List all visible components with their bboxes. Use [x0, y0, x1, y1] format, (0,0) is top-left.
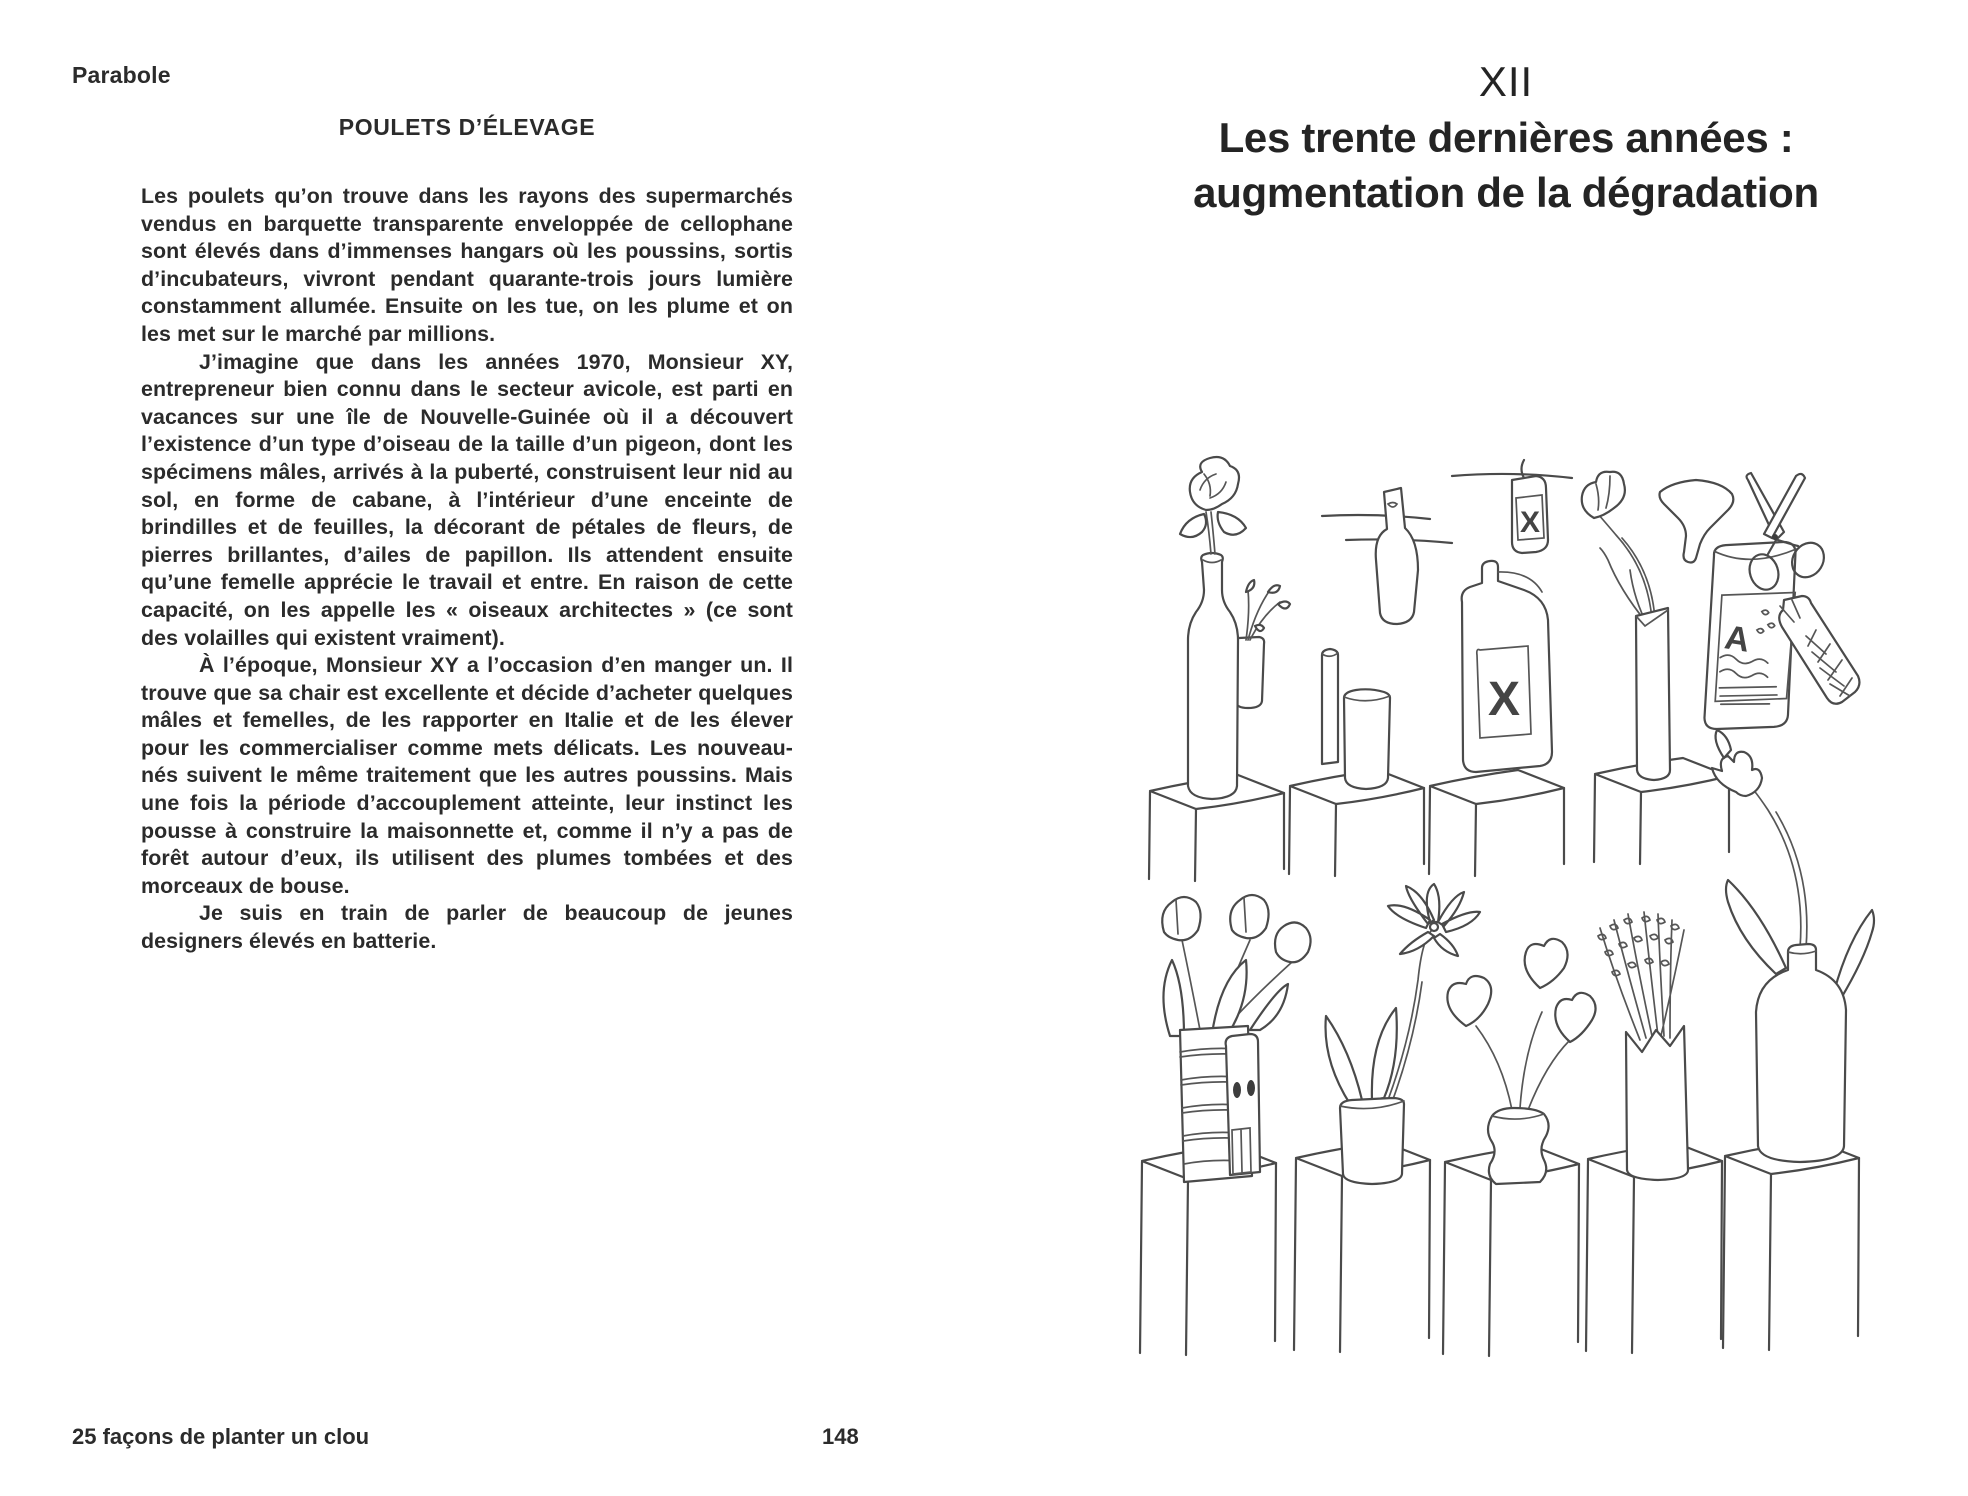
running-header: Parabole — [72, 62, 171, 88]
jug-x-label: X — [1487, 673, 1521, 726]
hanging-bottle-vase-drawing — [1322, 488, 1452, 789]
chapter-heading — [1044, 58, 1968, 220]
arc-flower-bottle-drawing — [1712, 730, 1874, 1162]
canister-a-label: A — [1722, 618, 1753, 660]
jug-x-drawing — [1452, 460, 1572, 772]
rose-bottle-drawing — [1180, 457, 1290, 799]
tag-x-label: X — [1519, 506, 1541, 539]
chapter-title-line2: augmentation de la dégradation — [1193, 169, 1819, 216]
paragraph: Je suis en train de parler de beaucoup de jeunes designers élevés en batterie. — [141, 901, 793, 954]
vases-illustration-svg — [1100, 440, 1960, 1380]
chapter-title — [1044, 110, 1968, 220]
footer-book-title: 25 façons de planter un clou — [72, 1424, 370, 1449]
paragraph: Les poulets qu’on trouve dans les rayons des supermarchés vendus en barquette transparente enveloppée de cellophane sont élevés dans d’immenses hangars où les poussins, sortis d’incubateurs, vivront pendant quarante-trois jours lumière constamment allumée. Ensuite on les tue, on les plume et on les met sur le marché par millions. — [141, 184, 793, 346]
vases-illustration — [1100, 440, 1960, 1380]
chapter-title-line1: Les trente dernières années : — [1218, 114, 1794, 161]
body-text-column — [141, 183, 793, 956]
page-number: 148 — [822, 1424, 859, 1449]
paragraph: J’imagine que dans les années 1970, Monsieur XY, entrepreneur bien connu dans le secteur avicole, est parti en vacances sur une île de Nouvelle-Guinée où il a découvert l’existence d’un type d’oiseau de la taille d’un pigeon, dont les spécimens mâles, arrivés à la puberté, construisent leur nid au sol, en forme de cabane, à l’intérieur d’une enceinte de brindilles et de feuilles, la décorant de pétales de fleurs, de pierres brillantes, d’ailes de papillon. Ils attendent ensuite qu’une femelle apprécie le travail et entre. En raison de cette capacité, on les appelle les « oiseaux architectes » (ce sont des volailles qui existent vraiment). — [141, 349, 793, 650]
paragraph: À l’époque, Monsieur XY a l’occasion d’en manger un. Il trouve que sa chair est excellente et décide d’acheter quelques mâles et femelles, de les rapporter en Italie et de les élever pour les commercialiser comme mets délicats. Les nouveau-nés suivent le même traitement que les autres poussins. Mais une fois la période d’accouplement atteinte, leur instinct les pousse à construire la maisonnette et, comme il n’y a pas de forêt autour d’eux, ils utilisent des plumes tombées et des morceaux de bouse. — [141, 653, 793, 898]
lavender-vase-drawing — [1598, 912, 1688, 1180]
daisy-vase-drawing — [1326, 884, 1481, 1184]
chapter-number: XII — [1478, 58, 1534, 105]
section-title: POULETS D’ÉLEVAGE — [338, 114, 596, 140]
heart-plant-vase-drawing — [1447, 939, 1595, 1184]
tulip-carton-drawing — [1162, 895, 1310, 1182]
